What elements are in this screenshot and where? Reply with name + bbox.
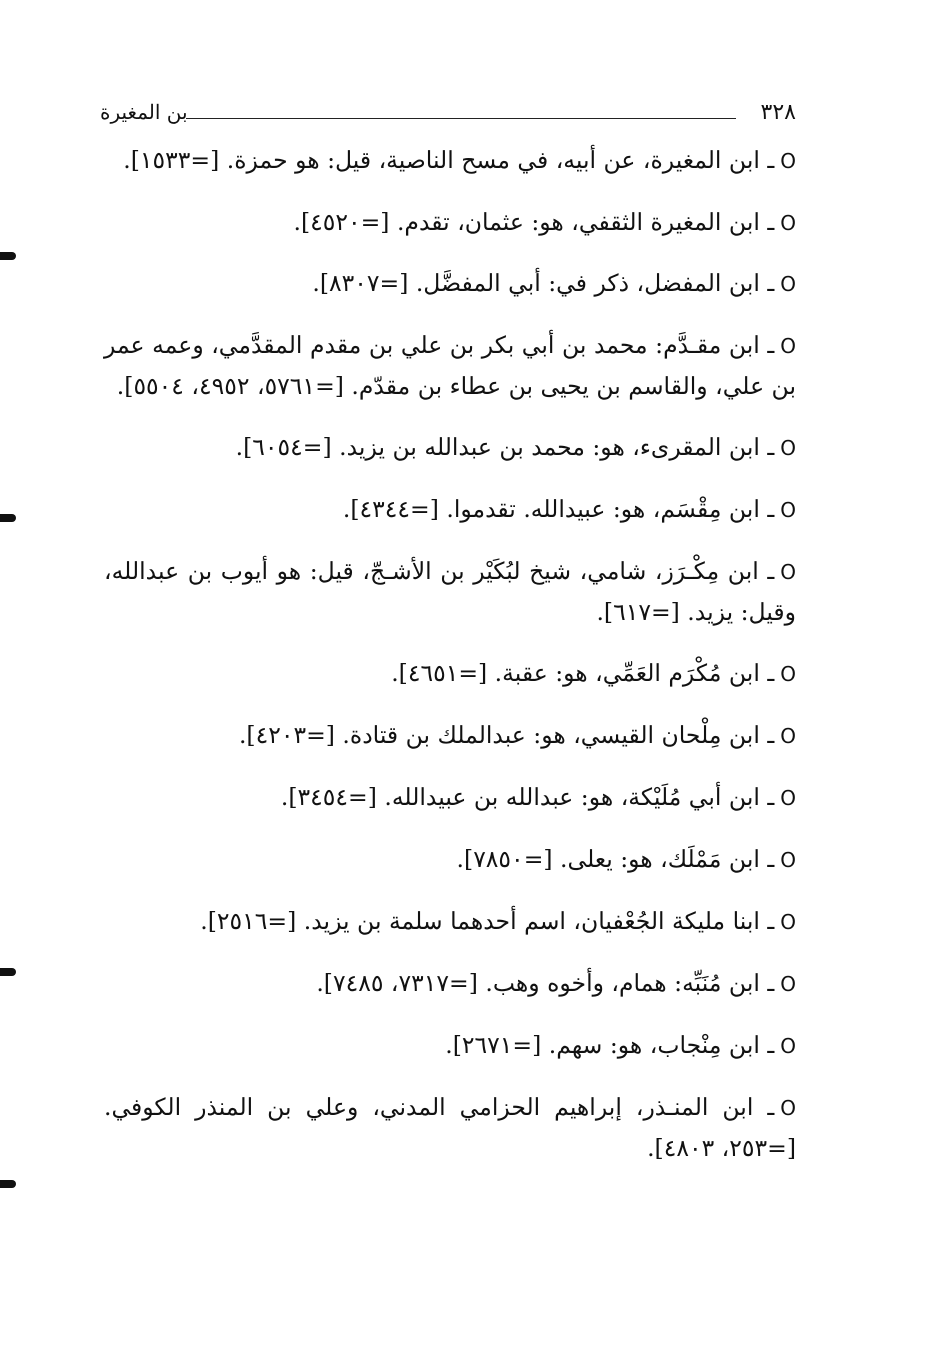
entry-text: ـ ابن مِنْجاب، هو: سهم. [=٢٦٧١].	[445, 1031, 775, 1059]
running-head	[100, 96, 796, 132]
list-item	[104, 901, 796, 942]
margin-mark	[0, 514, 16, 522]
circle-bullet-icon: O	[780, 972, 796, 996]
list-item	[104, 427, 796, 468]
circle-bullet-icon: O	[780, 272, 796, 296]
circle-bullet-icon: O	[780, 1096, 796, 1120]
entry-text: ـ ابن مَمْلَك، هو: يعلى. [=٧٨٥٠].	[456, 845, 775, 873]
list-item	[104, 963, 796, 1004]
circle-bullet-icon: O	[780, 724, 796, 748]
circle-bullet-icon: O	[780, 334, 796, 358]
entry-text: ـ ابن المقرىء، هو: محمد بن عبدالله بن يزيد. [=٦٠٥٤].	[235, 433, 775, 461]
list-item	[104, 325, 796, 406]
list-item	[104, 1025, 796, 1066]
list-item	[104, 551, 796, 632]
entry-text: ـ ابن المغيرة، عن أبيه، في مسح الناصية، قيل: هو حمزة. [=١٥٣٣].	[123, 146, 775, 174]
entry-text: ـ ابن مقـدَّم: محمد بن أبي بكر بن علي بن مقدم المقدَّمي، وعمه عمر بن علي، والقاسم بن يحيى بن عطاء بن مقدّم. [=٥٧٦١، ٤٩٥٢، ٥٥٠٤].	[104, 331, 796, 400]
margin-mark	[0, 252, 16, 260]
list-item	[104, 715, 796, 756]
list-item	[104, 140, 796, 181]
circle-bullet-icon: O	[780, 436, 796, 460]
circle-bullet-icon: O	[780, 149, 796, 173]
page-number: ٣٢٨	[760, 100, 796, 125]
running-title: بن المغيرة	[100, 100, 188, 124]
list-item	[104, 1087, 796, 1168]
header-rule	[186, 118, 736, 119]
entries-list	[104, 140, 796, 1189]
entry-text: ـ ابنا مليكة الجُعْفيان، اسم أحدهما سلمة بن يزيد. [=٢٥١٦].	[200, 907, 775, 935]
circle-bullet-icon: O	[780, 498, 796, 522]
circle-bullet-icon: O	[780, 662, 796, 686]
margin-mark	[0, 968, 16, 976]
entry-text: ـ ابن المنـذر، إبراهيم الحزامي المدني، وعلي بن المنذر الكوفي. [=٢٥٣، ٤٨٠٣].	[104, 1093, 796, 1162]
entry-text: ـ ابن أبي مُلَيْكة، هو: عبدالله بن عبيدالله. [=٣٤٥٤].	[280, 783, 775, 811]
list-item	[104, 263, 796, 304]
circle-bullet-icon: O	[780, 211, 796, 235]
list-item	[104, 202, 796, 243]
entry-text: ـ ابن مِقْسَم، هو: عبيدالله. تقدموا. [=٤٣٤٤].	[342, 495, 775, 523]
list-item	[104, 777, 796, 818]
circle-bullet-icon: O	[780, 786, 796, 810]
entry-text: ـ ابن مُنَبِّه: همام، وأخوه وهب. [=٧٣١٧، ٧٤٨٥].	[316, 969, 775, 997]
list-item	[104, 653, 796, 694]
circle-bullet-icon: O	[780, 910, 796, 934]
entry-text: ـ ابن مُكْرَم العَمِّي، هو: عقبة. [=٤٦٥١].	[391, 659, 775, 687]
entry-text: ـ ابن المغيرة الثقفي، هو: عثمان، تقدم. [=٤٥٢٠].	[293, 208, 775, 236]
entry-text: ـ ابن مِكْـرَز، شامي، شيخ لبُكَيْر بن الأشـجّ، قيل: هو أيوب بن عبدالله، وقيل: يزيد. [=٦١٧].	[104, 557, 796, 626]
list-item	[104, 489, 796, 530]
circle-bullet-icon: O	[780, 560, 796, 584]
entry-text: ـ ابن المفضل، ذكر في: أبي المفضَّل. [=٨٣٠٧].	[312, 269, 775, 297]
list-item	[104, 839, 796, 880]
margin-mark	[0, 1180, 16, 1188]
circle-bullet-icon: O	[780, 848, 796, 872]
circle-bullet-icon: O	[780, 1034, 796, 1058]
entry-text: ـ ابن مِلْحان القيسي، هو: عبدالملك بن قتادة. [=٤٢٠٣].	[238, 721, 775, 749]
